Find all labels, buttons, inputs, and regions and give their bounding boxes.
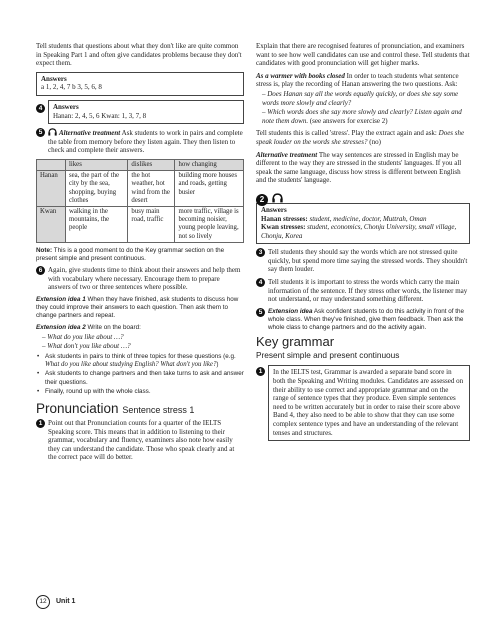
answers-text: a 1, 2, 4, 7 b 3, 5, 6, 8 [41,83,102,92]
likes-dislikes-table [36,159,244,243]
pronunciation-heading [36,401,244,418]
stress-text: Tell students this is called 'stress'. Play the extract again and ask: [256,129,439,138]
pronunciation-subtitle: Sentence stress 1 [122,404,195,415]
extension-idea-2-text: Write on the board: [85,323,141,331]
pronunciation-title: Pronunciation [36,400,119,416]
exercise-2 [256,189,470,244]
extension-idea-label: Extension idea [268,307,313,315]
extension-idea-1-label: Extension idea 1 [36,295,86,303]
board-question-2: – What don't you like about …? [42,342,131,351]
table-cell: Hanan [37,171,66,207]
table-cell: more traffic, village is becoming noisier, young people leaving, not so lively [175,206,244,242]
extension-idea-2 [36,324,244,332]
alt-treatment-label: Alternative treatment [59,129,121,138]
pronunciation-1-text: Point out that Pronunciation counts for a quarter of the IELTS Speaking score. This means that in addition to listening to their grammar, vocabulary and fluency, examiners also note how easily they can understand the candidate. Those who speak clearly and at the correct pace will do better. [48,418,235,462]
table-cell: the hot weather, hot wind from the desert [128,171,175,207]
key-grammar-box: In the IELTS test, Grammar is awarded a separate band score in both the Speaking and Writing modules. Candidates are assessed on their ability to use correct and appropriate grammar and on the range of sentence types that they produce. Even simple sentences need to be written accurately but in order to raise their score above Band 4, they also need to be able to show that they can use some complex sentence types and have an understanding of the relevant tenses and structures. [268,365,470,441]
key-grammar-heading: Key grammar [256,334,335,350]
alt-treatment-text: The way sentences are stressed in English may be different to the way they are stressed in the students' languages. If you all speak the same language, discuss how stress is different between English and the students' language. [256,150,462,185]
table-row [37,171,244,207]
answers-box-3 [36,72,244,96]
pronunciation-exercise-1 [36,419,244,462]
alt-treatment-paragraph [256,151,470,185]
warmer-question-2-note: (see answers for exercise 2) [308,116,388,125]
exercise-5-right [256,308,470,333]
bullet-text-end: ) [216,361,219,369]
answers-heading: Answers [261,205,287,214]
number-1-icon: 1 [36,419,45,428]
stress-paragraph [256,129,470,146]
extension-idea-1 [36,296,244,321]
exercise-4-right [256,278,470,304]
table-header [37,159,66,170]
warmer-question-1: – Does Hanan say all the words equally quickly, or does she say some words more slowly and clearly? [262,89,459,107]
warmer-question-2 [256,108,470,125]
kwan-label: Kwan stresses: [261,223,306,232]
warmer-text: In order to teach students what sentence stress is, play the recording of Hanan answering the two questions. Ask: [256,71,459,89]
hanan-text: student, medicine, doctor, Muttrah, Oman [307,214,427,223]
number-5-icon: 5 [256,308,265,317]
exercise-5-text: Ask students to work in pairs and complete the table from memory before they listen again. They then listen to check and complete their answers. [48,129,243,155]
answers-box-2 [256,203,470,244]
warmer-label: As a warmer with books closed [256,71,345,80]
key-grammar-exercise-1 [256,365,470,441]
hanan-label: Hanan stresses: [261,214,308,223]
exercise-2-marker [256,189,470,204]
warmer-paragraph [256,72,470,89]
table-cell: building more houses and roads, getting busier [175,171,244,207]
number-4-icon: 4 [36,104,45,113]
answers-box-4 [48,100,244,124]
table-header: likes [66,159,128,170]
unit-label: Unit 1 [56,598,76,605]
note-label: Note: [36,246,53,254]
exercise-4-text: Tell students it is important to stress the words which carry the main information of the sentence. If they stress other words, the listener may not understand, or may understand something different. [268,278,468,304]
audio-icon [48,128,57,136]
number-3-icon: 3 [256,248,265,257]
stress-question: Does she speak louder on the words she stresses? [256,129,465,146]
extension-idea-1-text: When they have finished, ask students to discuss how they could improve their answers to each question. Then ask them to change partners and repeat. [36,295,239,320]
alt-treatment-label: Alternative treatment [256,150,318,159]
number-2-icon: 2 [256,194,268,206]
bullet-item: • Finally, round up with the whole class. [36,388,244,396]
answers-heading: Answers [41,74,67,83]
answers-heading: Answers [53,102,79,111]
left-column [36,42,244,466]
table-row [37,206,244,242]
exercise-6 [36,266,244,292]
bullet-item: • Ask students to change partners and then take turns to ask and answer their questions. [36,370,244,386]
right-column [256,42,470,445]
note-paragraph [36,247,244,263]
note-text: This is a good moment to do the Key grammar section on the present simple and present continuous. [36,246,225,262]
number-1-icon: 1 [256,367,265,376]
exercise-4 [36,100,244,124]
bullet-example: What do you like about studying English? What don't you like? [45,361,217,369]
intro-paragraph: Tell students that questions about what they don't like are quite common in Speaking Part 1 and often give candidates problems because they don't expect them. [36,42,242,68]
warmer-question-2-text: – Which words does she say more slowly and clearly? Listen again and note them down. [262,108,462,125]
table-cell: busy main road, traffic [128,206,175,242]
answers-text: Hanan: 2, 4, 5, 6 Kwan: 1, 3, 7, 8 [53,111,147,120]
table-cell: sea, the part of the city by the sea, shopping, buying clothes [66,171,128,207]
number-4-icon: 4 [256,278,265,287]
exercise-3 [256,248,470,274]
bullet-item [36,353,244,369]
page-footer [36,595,75,609]
number-6-icon: 6 [36,266,45,275]
exercise-3-text: Tell students they should say the words which are not stressed quite quickly, but spend more time saying the stressed words. They shouldn't say them louder. [268,248,468,274]
key-grammar-subheading: Present simple and present continuous [256,350,400,361]
exercise-6-text: Again, give students time to think about their answers and help them with vocabulary where necessary. Encourage them to prepare answers of two or three sentences where possible. [48,266,241,292]
table-cell: Kwan [37,206,66,242]
board-question-1: – What do you like about …? [42,332,124,341]
table-header: how changing [175,159,244,170]
extension-idea-text: Ask confident students to do this activity in front of the whole class. When they've finished, give them feedback. Then ask the whole class to change partners and do the activity again. [268,307,465,332]
pronunciation-intro: Explain that there are recognised features of pronunciation, and examiners want to see how well candidates can use and control these. Tell students that candidates with good pronunciation will get higher marks. [256,42,470,68]
bullet-text: Ask students in pairs to think of three topics for these questions (e.g. [45,352,236,360]
table-header: dislikes [128,159,175,170]
page-number: 12 [36,595,50,609]
stress-answer: (no) [367,137,381,146]
extension-idea-2-label: Extension idea 2 [36,323,86,331]
number-5-icon: 5 [36,128,45,137]
kwan-text: student, economics, Chonju University, small village, Chonju, Korea [261,223,457,240]
table-cell: walking in the mountains, the people [66,206,128,242]
audio-icon [272,190,283,200]
table-header-row [37,159,244,170]
exercise-5 [36,128,244,155]
